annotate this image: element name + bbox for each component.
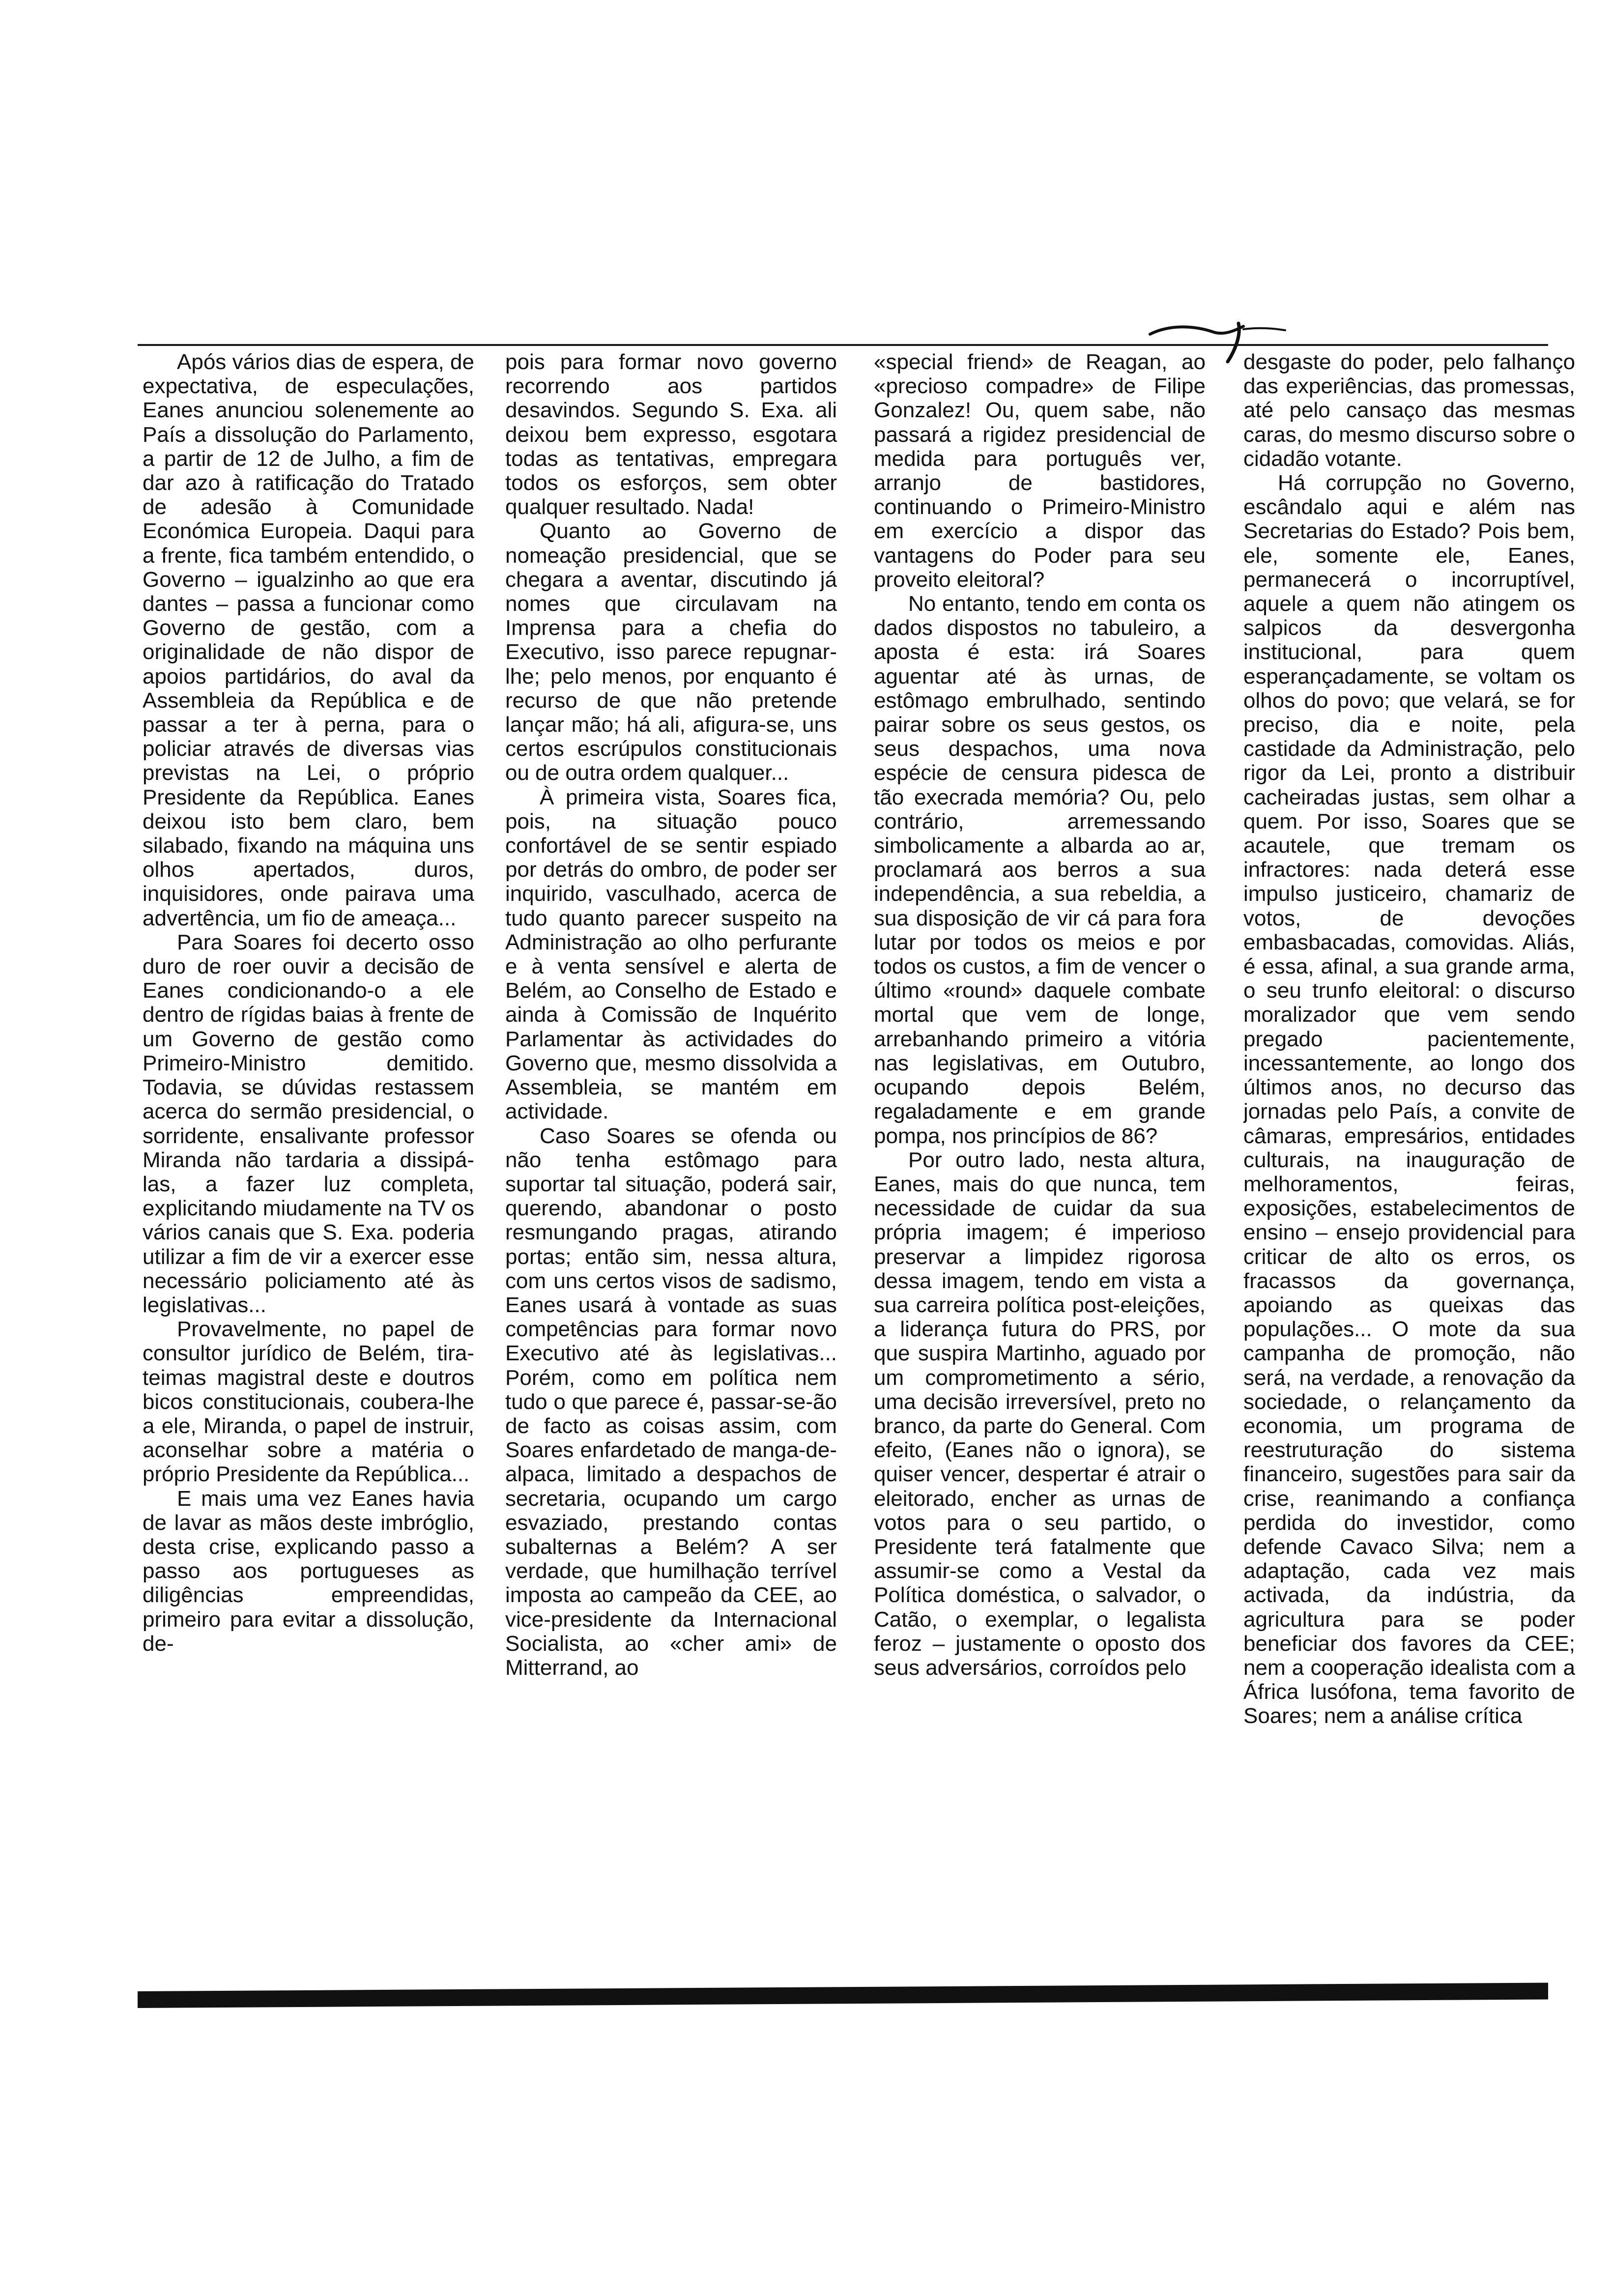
paragraph: À primeira vista, Soares fica, pois, na situação pouco confortável de se sentir espiado por detrás do ombro, de poder ser inquirido, vasculhado, acerca de tudo quanto parecer suspeito na Administração ao olho perfurante e à venta sensível e alerta de Belém, ao Conselho de Estado e ainda à Comissão de Inquérito Parlamentar às actividades do Governo que, mesmo dissolvida a Assembleia, se mantém em actividade. [505, 785, 837, 1124]
article-column-1 [143, 350, 474, 1977]
paragraph: Caso Soares se ofenda ou não tenha estômago para suportar tal situação, poderá sair, querendo, abandonar o posto resmungando pragas, atirando portas; então sim, nessa altura, com uns certos visos de sadismo, Eanes usará à vontade as suas competências para formar novo Executivo até às legislativas... Porém, como em política nem tudo o que parece é, passar-se-ão de facto as coisas assim, com Soares enfardetado de manga-de-alpaca, limitado a despachos de secretaria, ocupando um cargo esvaziado, prestando contas subalternas a Belém? A ser verdade, que humilhação terrível imposta ao campeão da CEE, ao vice-presidente da Internacional Socialista, ao «cher ami» de Mitterrand, ao [505, 1123, 837, 1680]
paragraph: Para Soares foi decerto osso duro de roer ouvir a decisão de Eanes condicionando-o a ele dentro de rígidas baias à frente de um Governo de gestão como Primeiro-Ministro demitido. Todavia, se dúvidas restassem acerca do sermão presidencial, o sorridente, ensalivante professor Miranda não tardaria a dissipá-las, a fazer luz completa, explicitando miudamente na TV os vários canais que S. Exa. poderia utilizar a fim de vir a exercer esse necessário policiamento até às legislativas... [143, 930, 474, 1317]
paragraph: Provavelmente, no papel de consultor jurídico de Belém, tira-teimas magistral deste e doutros bicos constitucionais, coubera-lhe a ele, Miranda, o papel de instruir, aconselhar sobre a matéria o próprio Presidente da República... [143, 1317, 474, 1487]
paragraph: desgaste do poder, pelo falhanço das experiências, das promessas, até pelo cansaço das mesmas caras, do mesmo discurso sobre o cidadão votante. [1243, 350, 1575, 471]
paragraph: Após vários dias de espera, de expectativa, de especulações, Eanes anunciou solenemente ao País a dissolução do Parlamento, a partir de 12 de Julho, a fim de dar azo à ratificação do Tratado de adesão à Comunidade Económica Europeia. Daqui para a frente, fica também entendido, o Governo – igualzinho ao que era dantes – passa a funcionar como Governo de gestão, com a originalidade de não dispor de apoios partidários, do aval da Assembleia da República e de passar a ter à perna, para o policiar através de diversas vias previstas na Lei, o próprio Presidente da República. Eanes deixou isto bem claro, bem silabado, fixando na máquina uns olhos apertados, duros, inquisidores, onde pairava uma advertência, um fio de ameaça... [143, 350, 474, 930]
paragraph: No entanto, tendo em conta os dados dispostos no tabuleiro, a aposta é esta: irá Soares aguentar até às urnas, de estômago embrulhado, sentindo pairar sobre os seus gestos, os seus despachos, uma nova espécie de censura pidesca de tão execrada memória? Ou, pelo contrário, arremessando simbolicamente a albarda ao ar, proclamará aos berros a sua independência, a sua rebeldia, a sua disposição de vir cá para fora lutar por todos os meios e por todos os custos, a fim de vencer o último «round» daquele combate mortal que vem de longe, arrebanhando primeiro a vitória nas legislativas, em Outubro, ocupando depois Belém, regaladamente e em grande pompa, nos princípios de 86? [874, 592, 1206, 1148]
article-column-4 [1243, 350, 1575, 1977]
bottom-rule [138, 1982, 1548, 2008]
paragraph: pois para formar novo governo recorrendo aos partidos desavindos. Segundo S. Exa. ali deixou bem expresso, esgotara todas as tentativas, empregara todos os esforços, sem obter qualquer resultado. Nada! [505, 350, 837, 519]
top-rule [138, 344, 1548, 346]
article-column-3 [874, 350, 1206, 1977]
paragraph: E mais uma vez Eanes havia de lavar as mãos deste imbróglio, desta crise, explicando passo a passo aos portugueses as diligências empreendidas, primeiro para evitar a dissolução, de- [143, 1486, 474, 1656]
article-column-2 [505, 350, 837, 1977]
paragraph: Quanto ao Governo de nomeação presidencial, que se chegara a aventar, discutindo já nomes que circulavam na Imprensa para a chefia do Executivo, isso parece repugnar-lhe; pelo menos, por enquanto é recurso de que não pretende lançar mão; há ali, afigura-se, uns certos escrúpulos constitucionais ou de outra ordem qualquer... [505, 519, 837, 785]
paragraph: Por outro lado, nesta altura, Eanes, mais do que nunca, tem necessidade de cuidar da sua própria imagem; é imperioso preservar a limpidez rigorosa dessa imagem, tendo em vista a sua carreira política post-eleições, a liderança futura do PRS, por que suspira Martinho, aguado por um comprometimento a sério, uma decisão irreversível, preto no branco, da parte do General. Com efeito, (Eanes não o ignora), se quiser vencer, despertar é atrair o eleitorado, encher as urnas de votos para o seu partido, o Presidente terá fatalmente que assumir-se como a Vestal da Política doméstica, o salvador, o Catão, o exemplar, o legalista feroz – justamente o oposto dos seus adversários, corroídos pelo [874, 1148, 1206, 1680]
paragraph: «special friend» de Reagan, ao «precioso compadre» de Filipe Gonzalez! Ou, quem sabe, não passará a rigidez presidencial de medida para português ver, arranjo de bastidores, continuando o Primeiro-Ministro em exercício a dispor das vantagens do Poder para seu proveito eleitoral? [874, 350, 1206, 592]
paragraph: Há corrupção no Governo, escândalo aqui e além nas Secretarias do Estado? Pois bem, ele, somente ele, Eanes, permanecerá o incorruptível, aquele a quem não atingem os salpicos da desvergonha institucional, para quem esperançadamente, se voltam os olhos do povo; que velará, se for preciso, dia e noite, pela castidade da Administração, pelo rigor da Lei, pronto a distribuir cacheiradas justas, sem olhar a quem. Por isso, Soares que se acautele, que tremam os infractores: nada deterá esse impulso justiceiro, chamariz de votos, de devoções embasbacadas, comovidas. Aliás, é essa, afinal, a sua grande arma, o seu trunfo eleitoral: o discurso moralizador que vem sendo pregado pacientemente, incessantemente, ao longo dos últimos anos, no decurso das jornadas pelo País, a convite de câmaras, empresários, entidades culturais, na inauguração de melhoramentos, feiras, exposições, estabelecimentos de ensino – ensejo providencial para criticar de alto os erros, os fracassos da governança, apoiando as queixas das populações... O mote da sua campanha de promoção, não será, na verdade, a renovação da sociedade, o relançamento da economia, um programa de reestruturação do sistema financeiro, sugestões para sair da crise, reanimando a confiança perdida do investidor, como defende Cavaco Silva; nem a adaptação, cada vez mais activada, da indústria, da agricultura para se poder beneficiar dos favores da CEE; nem a cooperação idealista com a África lusófona, tema favorito de Soares; nem a análise crítica [1243, 471, 1575, 1728]
